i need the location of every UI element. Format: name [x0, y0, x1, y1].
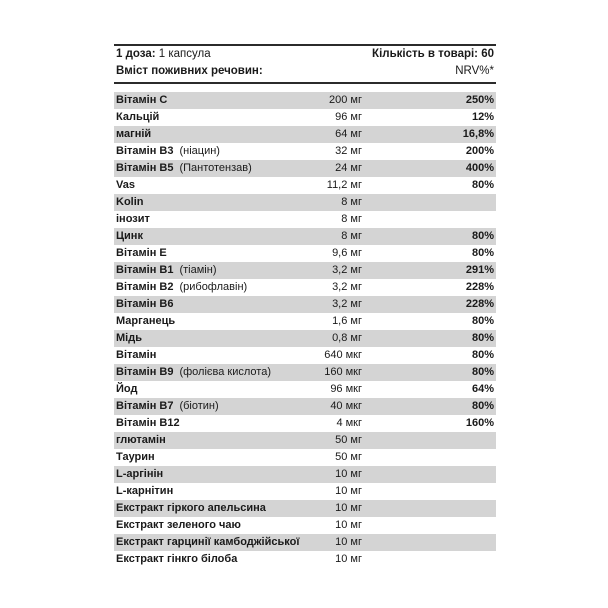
table-row — [114, 160, 496, 177]
nutrient-name — [116, 262, 216, 279]
nutrient-name-text: Екстракт гарцинії камбоджійської — [116, 536, 300, 548]
nutrient-name — [116, 143, 220, 160]
nutrient-nrv: 400% — [465, 162, 494, 174]
nutrient-name — [116, 398, 219, 415]
table-row — [114, 466, 496, 483]
table-row — [114, 551, 496, 568]
nutrient-name — [116, 109, 159, 126]
nutrient-name-text: Екстракт зеленого чаю — [116, 519, 241, 531]
nutrient-name-text: Вітамін B9 — [116, 366, 174, 378]
nutrient-name-text: Мідь — [116, 332, 142, 344]
table-row — [114, 296, 496, 313]
nutrient-name-text: Марганець — [116, 315, 176, 327]
table-row — [114, 483, 496, 500]
nutrient-nrv: 16,8% — [462, 128, 494, 140]
nutrient-amount: 8 мг — [341, 213, 362, 225]
dose-value: 1 капсула — [158, 48, 211, 60]
nutrient-amount: 4 мкг — [336, 417, 362, 429]
nutrient-name — [116, 347, 156, 364]
table-row — [114, 432, 496, 449]
nutrient-nrv: 80% — [471, 179, 494, 191]
nutrient-name-text: Вітамін C — [116, 94, 168, 106]
nutrient-amount: 11,2 мг — [326, 179, 362, 191]
table-row — [114, 449, 496, 466]
nutrient-amount: 3,2 мг — [332, 281, 362, 293]
nutrient-nrv: 80% — [471, 332, 494, 344]
nutrient-name — [116, 517, 241, 534]
nutrient-name — [116, 160, 252, 177]
nutrient-amount: 10 мг — [335, 502, 362, 514]
nutrient-name — [116, 449, 155, 466]
nutrient-name-text: Kolin — [116, 196, 144, 208]
nutrient-name — [116, 466, 163, 483]
content-header-row — [114, 63, 496, 80]
nutrient-name-text: Вітамін B3 — [116, 145, 174, 157]
nutrient-name — [116, 364, 271, 381]
nutrient-name — [116, 245, 167, 262]
nutrient-name-text: Вітамін B7 — [116, 400, 174, 412]
nutrient-name — [116, 126, 151, 143]
table-row — [114, 364, 496, 381]
nutrient-amount: 64 мг — [335, 128, 362, 140]
nutrient-amount: 24 мг — [335, 162, 362, 174]
nutrient-name — [116, 194, 144, 211]
nutrient-amount: 96 мг — [335, 111, 362, 123]
nutrient-nrv: 64% — [471, 383, 494, 395]
nrv-label: NRV%* — [455, 65, 494, 77]
table-row — [114, 500, 496, 517]
nutrient-note: (ніацин) — [179, 145, 220, 157]
nutrient-amount: 50 мг — [335, 451, 362, 463]
table-row — [114, 245, 496, 262]
nutrient-name — [116, 483, 173, 500]
nutrient-name-text: інозит — [116, 213, 150, 225]
dose-label: 1 доза: — [116, 48, 156, 60]
table-row — [114, 92, 496, 109]
nutrient-amount: 32 мг — [335, 145, 362, 157]
table-row — [114, 517, 496, 534]
nutrient-note: (рибофлавін) — [179, 281, 248, 293]
nutrient-nrv: 80% — [471, 230, 494, 242]
nutrient-amount: 640 мкг — [324, 349, 362, 361]
table-row — [114, 126, 496, 143]
nutrient-name-text: Vas — [116, 179, 135, 191]
table-row — [114, 313, 496, 330]
nutrient-name-text: Кальцій — [116, 111, 160, 123]
nutrient-nrv: 291% — [465, 264, 494, 276]
nutrient-note: (Пантотензав) — [179, 162, 252, 174]
nutrient-amount: 200 мг — [329, 94, 362, 106]
nutrient-name-text: Вітамін B5 — [116, 162, 174, 174]
nutrient-name — [116, 313, 175, 330]
table-row — [114, 109, 496, 126]
nutrient-nrv: 228% — [465, 281, 494, 293]
nutrient-name — [116, 415, 180, 432]
table-row — [114, 398, 496, 415]
nutrient-name-text: Цинк — [116, 230, 143, 242]
content-label: Вміст поживних речовин: — [116, 65, 263, 77]
nutrient-name-text: Вітамін B2 — [116, 281, 174, 293]
nutrient-name — [116, 228, 143, 245]
nutrient-amount: 1,6 мг — [332, 315, 362, 327]
nutrient-name — [116, 534, 299, 551]
nutrient-nrv: 200% — [465, 145, 494, 157]
nutrient-amount: 0,8 мг — [332, 332, 362, 344]
nutrient-note: (фолієва кислота) — [179, 366, 271, 378]
nutrient-amount: 10 мг — [335, 553, 362, 565]
table-row — [114, 347, 496, 364]
nutrient-nrv: 80% — [471, 366, 494, 378]
table-row — [114, 194, 496, 211]
nutrient-nrv: 80% — [471, 315, 494, 327]
nutrient-nrv: 12% — [471, 111, 494, 123]
nutrient-name-text: магній — [116, 128, 152, 140]
nutrient-name-text: глютамін — [116, 434, 166, 446]
nutrient-nrv: 160% — [465, 417, 494, 429]
nutrient-nrv: 80% — [471, 349, 494, 361]
table-row — [114, 211, 496, 228]
nutrient-amount: 96 мкг — [330, 383, 362, 395]
nutrient-name-text: Екстракт гінкго білоба — [116, 553, 238, 565]
nutrient-amount: 40 мкг — [330, 400, 362, 412]
nutrient-name — [116, 296, 173, 313]
table-row — [114, 262, 496, 279]
nutrient-amount: 3,2 мг — [332, 264, 362, 276]
nutrient-amount: 3,2 мг — [332, 298, 362, 310]
nutrient-name-text: Вітамін B12 — [116, 417, 180, 429]
table-row — [114, 534, 496, 551]
nutrient-name-text: L-карнітин — [116, 485, 174, 497]
table-row — [114, 143, 496, 160]
nutrient-name — [116, 177, 135, 194]
nutrient-name — [116, 330, 142, 347]
nutrient-nrv: 228% — [465, 298, 494, 310]
nutrient-nrv: 80% — [471, 400, 494, 412]
nutrient-name-text: Вітамін — [116, 349, 157, 361]
nutrient-name-text: Екстракт гіркого апельсина — [116, 502, 266, 514]
nutrient-table — [114, 92, 496, 568]
dose-text — [116, 46, 211, 63]
nutrient-name-text: Таурин — [116, 451, 155, 463]
table-row — [114, 381, 496, 398]
nutrient-amount: 10 мг — [335, 536, 362, 548]
nutrient-name-text: L-аргінін — [116, 468, 164, 480]
quantity-label: Кількість в товарі: 60 — [372, 48, 494, 60]
header-divider — [114, 82, 496, 84]
nutrient-amount: 8 мг — [341, 196, 362, 208]
table-row — [114, 279, 496, 296]
table-row — [114, 330, 496, 347]
table-row — [114, 228, 496, 245]
table-row — [114, 177, 496, 194]
dose-row — [114, 46, 496, 63]
nutrient-name-text: Вітамін B1 — [116, 264, 174, 276]
nutrient-nrv: 80% — [471, 247, 494, 259]
nutrient-name — [116, 551, 237, 568]
nutrient-name-text: Вітамін B6 — [116, 298, 174, 310]
nutrient-amount: 9,6 мг — [332, 247, 362, 259]
nutrient-amount: 50 мг — [335, 434, 362, 446]
nutrient-name-text: Вітамін E — [116, 247, 167, 259]
nutrient-name — [116, 500, 266, 517]
nutrient-amount: 10 мг — [335, 468, 362, 480]
nutrient-amount: 10 мг — [335, 519, 362, 531]
nutrient-note: (біотин) — [179, 400, 219, 412]
nutrient-amount: 10 мг — [335, 485, 362, 497]
nutrient-name — [116, 92, 167, 109]
nutrient-name — [116, 211, 150, 228]
nutrient-name-text: Йод — [116, 383, 138, 395]
nutrient-amount: 160 мкг — [324, 366, 362, 378]
nutrient-name — [116, 381, 137, 398]
nutrient-nrv: 250% — [465, 94, 494, 106]
nutrient-name — [116, 279, 247, 296]
nutrient-note: (тіамін) — [179, 264, 217, 276]
nutrient-name — [116, 432, 166, 449]
table-row — [114, 415, 496, 432]
nutrient-amount: 8 мг — [341, 230, 362, 242]
